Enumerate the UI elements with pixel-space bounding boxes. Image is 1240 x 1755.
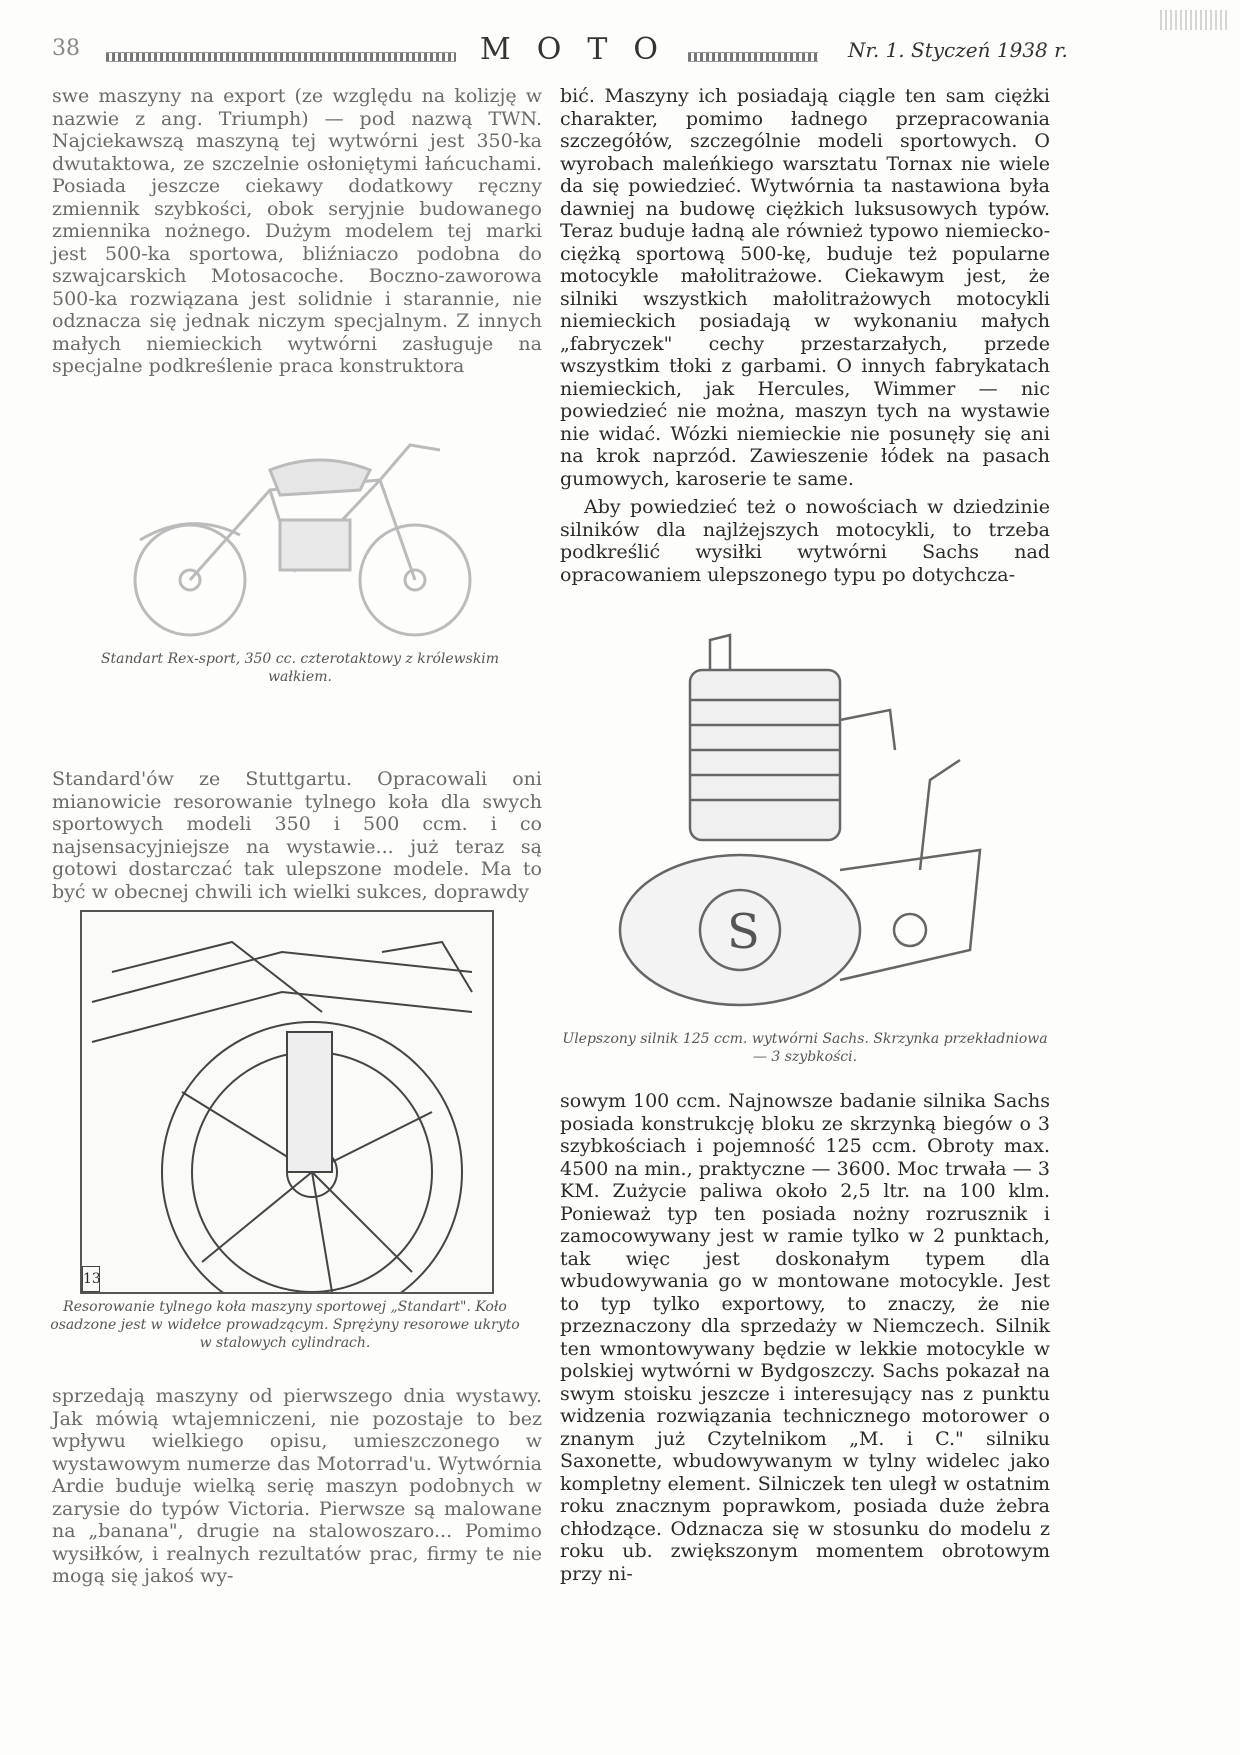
left-column-text-2 — [52, 768, 542, 903]
left-column-text-1 — [52, 85, 542, 378]
suspension-illustration — [82, 912, 492, 1292]
paragraph: Standard'ów ze Stuttgartu. Opracowali oni mianowicie resorowanie tylnego koła dla swych sportowych modeli 350 i 500 ccm. i co najsensacyjniejsze na wystawie... już teraz są gotowi dostarczać tak ulepszone modele. Ma to być w obecnej chwili ich wielki sukces, doprawdy — [52, 768, 542, 903]
motorcycle-figure — [80, 410, 520, 710]
left-column-text-3 — [52, 1385, 542, 1588]
right-column-text-1 — [560, 85, 1050, 586]
paragraph: bić. Maszyny ich posiadają ciągle ten sam ciężki charakter, pomimo ładnego przepracowania szczegółów, szczególnie modeli sportowych. O wyrobach maleńkiego warsztatu Tornax nie wiele da się powiedzieć. Wytwórnia ta nastawiona była dawniej na budowę ciężkich luksusowych typów. Teraz buduje ładną ale również typowo niemiecko-ciężką sportową 500-kę, buduje też popularne motocykle małolitrażowe. Ciekawym jest, że silniki wszystkich małolitrażowych motocykli niemieckich posiadają w wykonaniu małych „fabryczek" cechy przestarzałych, przede wszystkim tłoki z garbami. O innych fabrykatach niemieckich, jak Hercules, Wimmer — nic powiedzieć nie można, maszyn tych na wystawie nie widać. Wózki niemieckie nie posunęły się ani na krok naprzód. Zawieszenie łódek na pasach gumowych, karoserie te same. — [560, 85, 1050, 490]
issue-date: Nr. 1. Styczeń 1938 r. — [848, 38, 1068, 62]
suspension-figure — [50, 910, 540, 1351]
suspension-caption: Resorowanie tylnego koła maszyny sportowej „Standart". Koło osadzone jest w widełce prowadzącym. Sprężyny resorowe ukryto w stalowych cylindrach. — [50, 1299, 520, 1351]
paragraph: sowym 100 ccm. Najnowsze badanie silnika Sachs posiada konstrukcję bloku ze skrzynką biegów o 3 szybkościach i pojemność 125 ccm. Obroty max. 4500 na min., praktyczne — 3600. Moc trwała — 3 KM. Zużycie paliwa około 2,5 ltr. na 100 klm. Ponieważ typ ten posiada nożny rozrusznik i zamocowywany jest w ramie tylko w 2 punktach, tak więc jest doskonałym typem dla wbudowywania go w montowane motocykle. Jest to typ tylko exportowy, to znaczy, że nie przeznaczony dla sprzedaży w Niemczech. Silnik ten wmontowywany będzie w lekkie motocykle w polskiej wytwórni w Bydgoszczy. Sachs pokazał na swym stoisku jeszcze i interesujący nas z punktu widzenia rozwiązania technicznego motorower o znanym już Czytelnikom „M. i C." silniku Saxonette, wbudowywanym w tylny widelec jako kompletny element. Silniczek ten uległ w ostatnim roku znacznym poprawkom, posiada duże żebra chłodzące. Odznacza się w stosunku do modelu z roku ub. zwiększonym momentem obrotowym przy ni- — [560, 1090, 1050, 1585]
figure-number-badge: 13 — [82, 1266, 100, 1292]
right-column-text-2 — [560, 1090, 1050, 1585]
paragraph: swe maszyny na export (ze względu na kolizję w nazwie z ang. Triumph) — pod nazwą TWN. Najciekawszą maszyną tej wytwórni jest 350-ka dwutaktowa, ze szczelnie osłoniętymi łańcuchami. Posiada jeszcze ciekawy dodatkowy ręczny zmiennik szybkości, obok seryjnie budowanego zmiennika nożnego. Dużym modelem tej marki jest 500-ka sportowa, bliźniaczo podobna do szwajcarskich Motosacoche. Boczno-zaworowa 500-ka rozwiązana jest solidnie i starannie, nie odznacza się jednak niczym specjalnym. Z innych małych niemieckich wytwórni zasługuje na specjalne podkreślenie praca konstruktora — [52, 85, 542, 377]
engine-figure — [560, 630, 1050, 1070]
header-rule-right — [688, 52, 818, 62]
page-number: 38 — [52, 36, 80, 61]
svg-text:S: S — [727, 904, 760, 960]
motorcycle-illustration — [80, 410, 520, 640]
engine-caption: Ulepszony silnik 125 ccm. wytwórni Sachs. Skrzynka przekładniowa — 3 szybkości. — [562, 1031, 1048, 1065]
masthead-title: MOTO — [480, 32, 684, 67]
paragraph: sprzedają maszyny od pierwszego dnia wystawy. Jak mówią wtajemniczeni, nie pozostaje to bez wpływu wielkiego opisu, umieszczonego w wystawowym numerze das Motorrad'u. Wytwórnia Ardie buduje wielką serię maszyn podobnych w zarysie do typów Victoria. Pierwsze są malowane na „banana", drugie na stalowoszaro... Pomimo wysiłków, i realnych rezultatów prac, firmy te nie mogą się jakoś wy- — [52, 1385, 542, 1587]
paragraph: Aby powiedzieć też o nowościach w dziedzinie silników dla najlżejszych motocykli, to trzeba podkreślić wysiłki wytwórni Sachs nad opracowaniem ulepszonego typu po dotychcza- — [560, 496, 1050, 586]
margin-scan-mark — [1160, 10, 1230, 30]
page-header — [48, 30, 1068, 70]
engine-illustration — [560, 630, 1050, 1010]
header-rule-left — [106, 52, 456, 62]
suspension-frame — [80, 910, 494, 1294]
motorcycle-caption: Standart Rex-sport, 350 cc. czterotaktowy z królewskim wałkiem. — [100, 651, 500, 685]
